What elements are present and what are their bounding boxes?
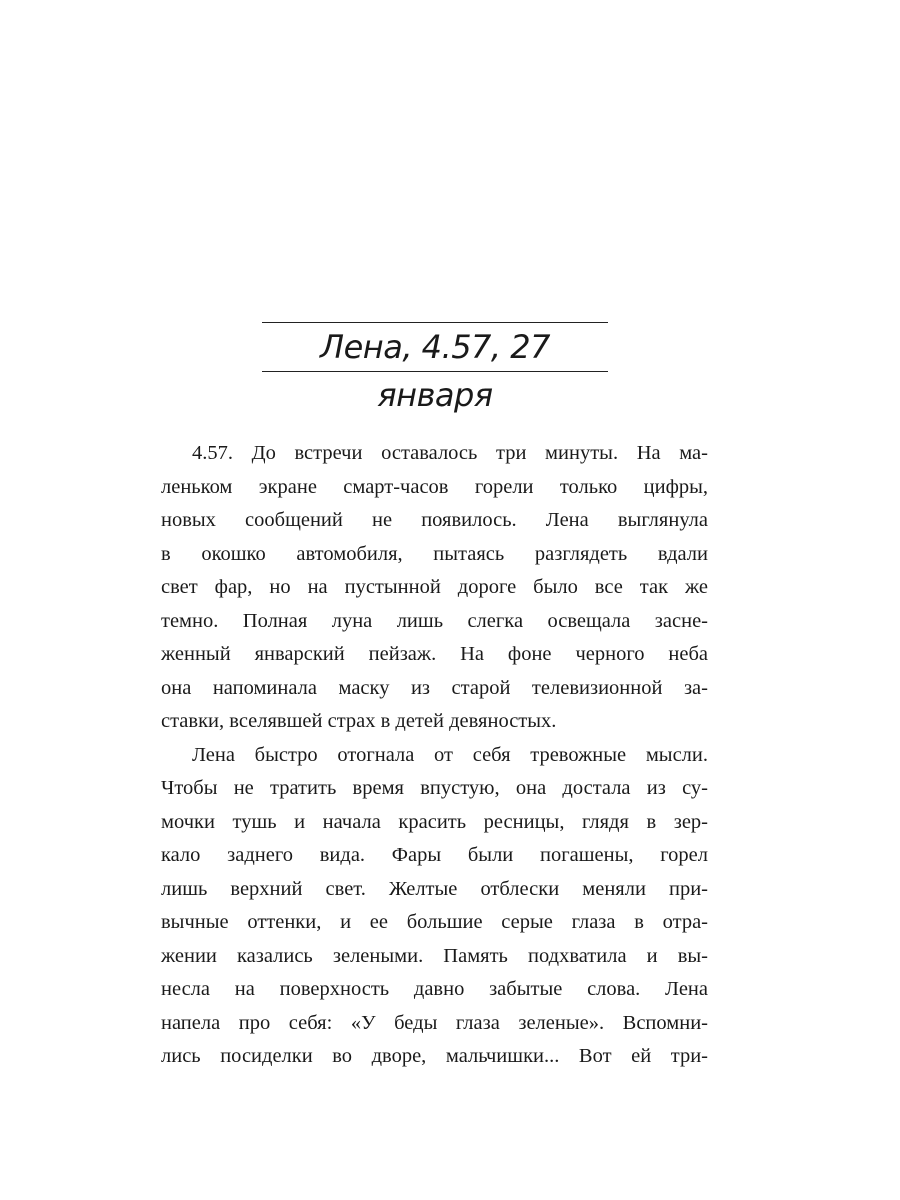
text-line: женный январский пейзаж. На фоне черного неба [161, 643, 708, 665]
chapter-title: Лена, 4.57, 27 января [320, 328, 550, 414]
text-line: 4.57. До встречи оставалось три минуты. На ма- [192, 442, 708, 464]
text-line: жении казались зелеными. Память подхватила и вы- [161, 944, 708, 967]
text-line: мочки тушь и начала красить ресницы, глядя в зер- [161, 810, 708, 833]
text-line: леньком экране смарт-часов горели только цифры, [161, 475, 708, 498]
text-line: лись посиделки во дворе, мальчишки... Вот ей три- [161, 1045, 708, 1067]
text-line: ставки, вселявшей страх в детей девяностых. [161, 710, 557, 732]
body-text [161, 437, 708, 1074]
text-line: Лена быстро отогнала от себя тревожные мысли. [192, 743, 708, 766]
text-line: кало заднего вида. Фары были погашены, горел [161, 844, 708, 866]
text-line: свет фар, но на пустынной дороге было все так же [161, 576, 708, 598]
text-line: темно. Полная луна лишь слегка освещала засне- [161, 609, 708, 632]
text-line: новых сообщений не появилось. Лена выглянула [161, 509, 708, 531]
chapter-heading [262, 322, 608, 414]
text-line: Чтобы не тратить время впустую, она достала из су- [161, 777, 708, 799]
text-line: в окошко автомобиля, пытаясь разглядеть вдали [161, 542, 708, 565]
text-line: несла на поверхность давно забытые слова. Лена [161, 978, 708, 1000]
text-line: она напоминала маску из старой телевизионной за- [161, 676, 708, 699]
paragraph [161, 739, 708, 1074]
paragraph [161, 437, 708, 739]
text-line: лишь верхний свет. Желтые отблески меняли при- [161, 877, 708, 900]
text-line: вычные оттенки, и ее большие серые глаза в отра- [161, 911, 708, 933]
text-line: напела про себя: «У беды глаза зеленые». Вспомни- [161, 1011, 708, 1034]
